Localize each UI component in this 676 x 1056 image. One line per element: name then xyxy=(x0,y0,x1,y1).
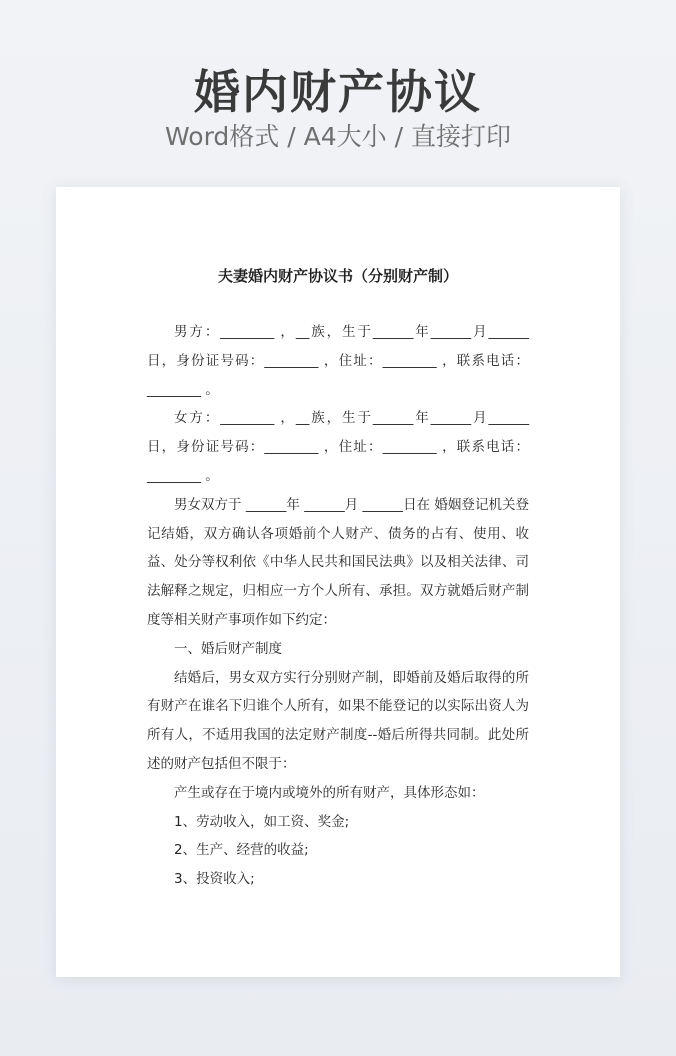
document-title: 夫妻婚内财产协议书（分别财产制） xyxy=(217,267,458,285)
document-page xyxy=(56,187,620,977)
page-subtitle: Word格式 / A4大小 / 直接打印 xyxy=(165,122,511,151)
list-item-investment-income: 3、投资收入; xyxy=(174,871,255,888)
paragraph-wife-info: 女方：________ ，__族，生于______年______月______日，身份证号码：________ ，住址：________ ，联系电话：________ 。 xyxy=(147,410,529,484)
list-item-labor-income: 1、劳动收入，如工资、奖金; xyxy=(174,813,350,830)
document-body xyxy=(147,318,529,894)
paragraph-husband-info: 男方：________ ，__族，生于______年______月______日，身份证号码：________ ，住址：________ ，联系电话：________ 。 xyxy=(147,324,529,398)
page-title: 婚内财产协议 xyxy=(194,65,482,119)
paragraph-marriage-registration: 男女双方于 ______年 ______月 ______日在 婚姻登记机关登记结婚，双方确认各项婚前个人财产、债务的占有、使用、收益、处分等权利依《中华人民共和国民法典》以及相关法律、司法解释之规定，归相应一方个人所有、承担。双方就婚后财产制度等相关财产事项作如下约定： xyxy=(147,496,529,628)
section-heading-property-system: 一、婚后财产制度 xyxy=(174,640,282,657)
list-item-business-income: 2、生产、经营的收益; xyxy=(174,842,309,859)
paragraph-property-forms: 产生或存在于境内或境外的所有财产，具体形态如： xyxy=(174,784,485,801)
paragraph-separate-property: 结婚后，男女双方实行分别财产制，即婚前及婚后取得的所有财产在谁名下归谁个人所有，如果不能登记的以实际出资人为所有人，不适用我国的法定财产制度--婚后所得共同制。此处所述的财产包括但不限于： xyxy=(147,669,529,772)
